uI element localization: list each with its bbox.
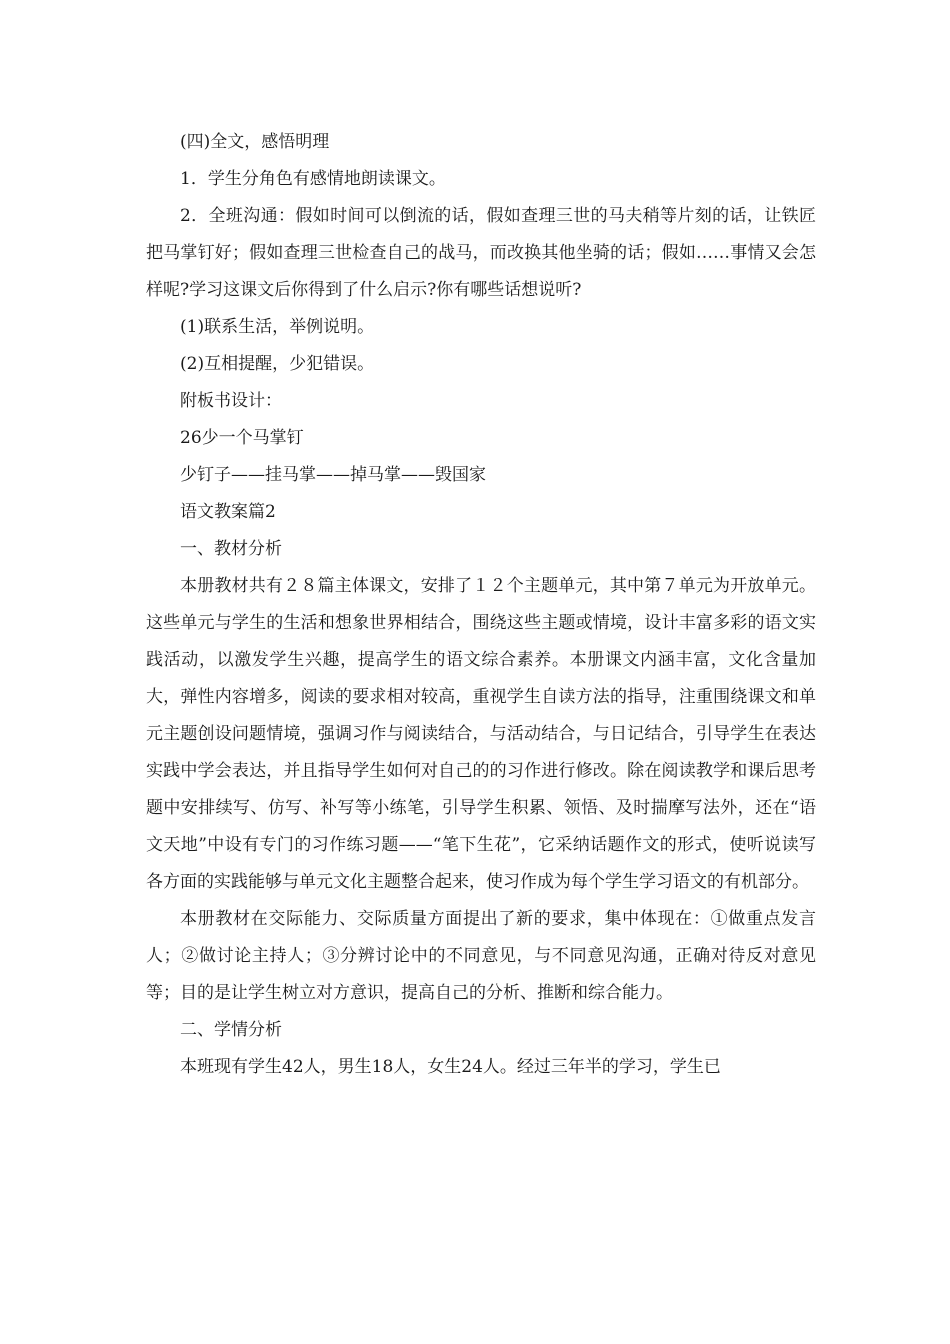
blackboard-chain: 少钉子——挂马掌——掉马掌——毁国家	[180, 465, 486, 485]
paragraph-textbook-analysis: 本册教材共有２８篇主体课文，安排了１２个主题单元，其中第７单元为开放单元。这些单元与学生的生活和想象世界相结合，围绕这些主题或情境，设计丰富多彩的语文实践活动，以激发学生兴趣，提高学生的语文综合素养。本册课文内涵丰富，文化含量加大，弹性内容增多，阅读的要求相对较高，重视学生自读方法的指导，注重围绕课文和单元主题创设问题情境，强调习作与阅读结合，与活动结合，与日记结合，引导学生在表达实践中学会表达，并且指导学生如何对自己的的习作进行修改。除在阅读教学和课后思考题中安排续写、仿写、补写等小练笔，引导学生积累、领悟、及时揣摩写法外，还在“语文天地”中设有专门的习作练习题——“笔下生花”，它采纳话题作文的形式，使听说读写各方面的实践能够与单元文化主题整合起来，使习作成为每个学生学习语文的有机部分。	[146, 576, 816, 892]
sub-item-life-examples: (1)联系生活，举例说明。	[180, 317, 375, 337]
blackboard-lesson-title: 26少一个马掌钉	[180, 428, 304, 448]
document-body	[146, 124, 816, 1086]
blackboard-design-label: 附板书设计：	[180, 391, 282, 411]
lesson-plan-title: 语文教案篇2	[180, 502, 276, 522]
sub-item-mutual-reminder: (2)互相提醒，少犯错误。	[180, 354, 375, 374]
section-heading-comprehension: (四)全文，感悟明理	[180, 132, 330, 152]
paragraph-student-analysis: 本班现有学生42人，男生18人，女生24人。经过三年半的学习，学生已	[180, 1057, 721, 1077]
list-item-reading-aloud: 1．学生分角色有感情地朗读课文。	[180, 169, 446, 189]
paragraph-communication-requirements: 本册教材在交际能力、交际质量方面提出了新的要求，集中体现在：①做重点发言人；②做讨论主持人；③分辨讨论中的不同意见，与不同意见沟通，正确对待反对意见等；目的是让学生树立对方意识，提高自己的分析、推断和综合能力。	[146, 909, 816, 1003]
section-heading-student-analysis: 二、学情分析	[180, 1020, 282, 1040]
list-item-class-discussion: 2．全班沟通：假如时间可以倒流的话，假如查理三世的马夫稍等片刻的话，让铁匠把马掌钉好；假如查理三世检查自己的战马，而改换其他坐骑的话；假如……事情又会怎样呢?学习这课文后你得到了什么启示?你有哪些话想说听?	[146, 206, 816, 300]
section-heading-textbook-analysis: 一、教材分析	[180, 539, 282, 559]
